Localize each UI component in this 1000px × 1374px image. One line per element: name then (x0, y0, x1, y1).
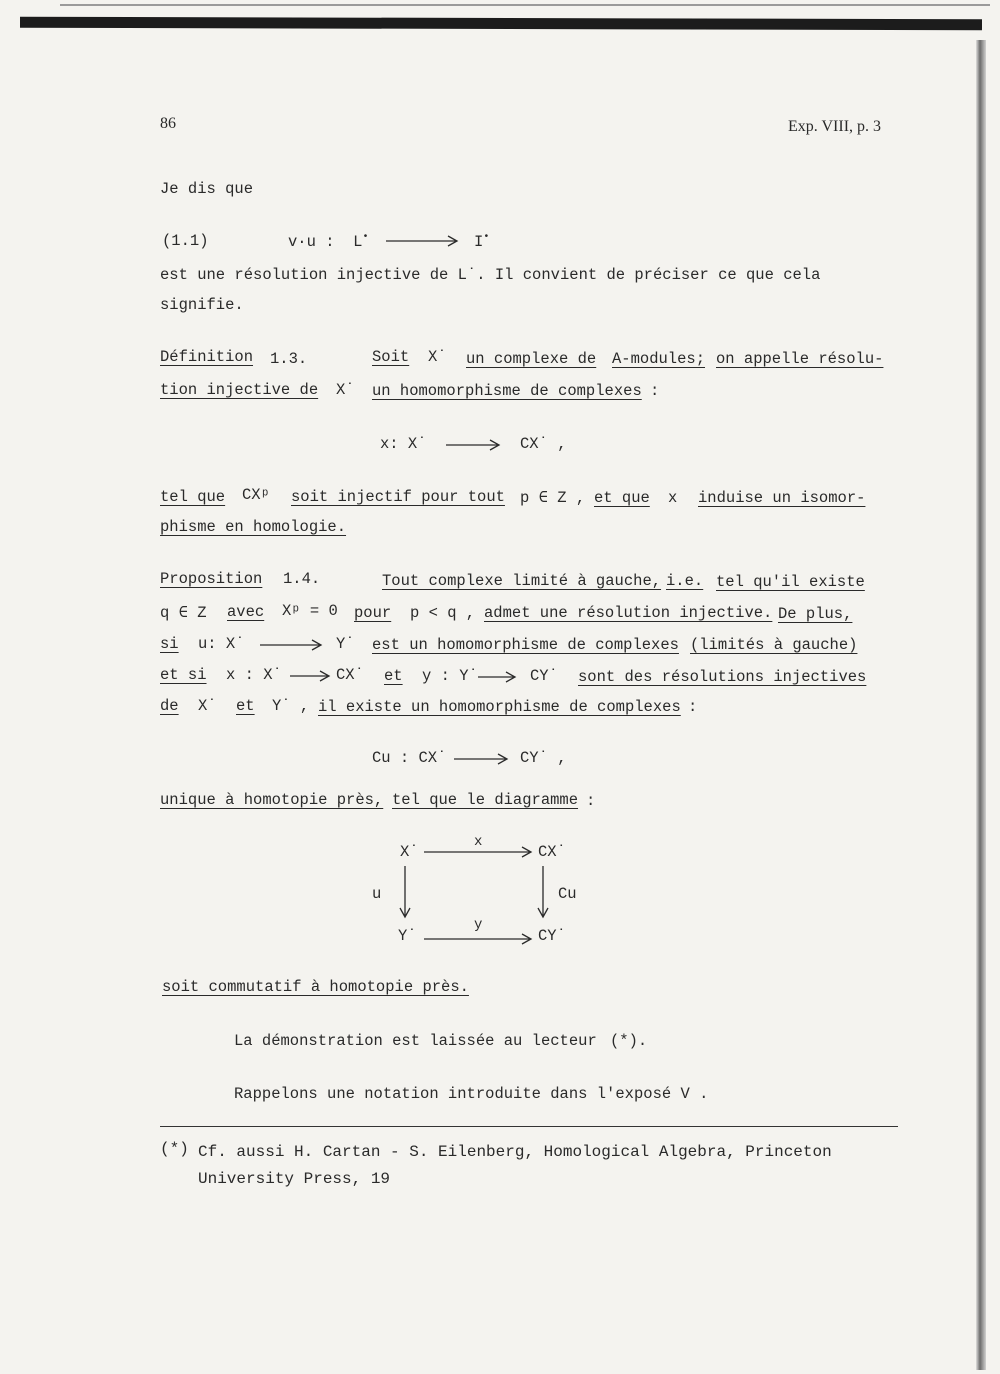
eq-L: L (353, 233, 363, 251)
prop-text: est un homomorphisme de complexes (372, 636, 679, 654)
def-text: soit injectif pour tout (291, 488, 505, 506)
diagram-top-right: CX˙ (538, 843, 566, 861)
def-text: phisme en homologie. (160, 518, 347, 536)
def-text: tion injective de (160, 381, 319, 399)
running-head: Exp. VIII, p. 3 (788, 118, 882, 135)
prop-math: p < q , (410, 604, 476, 622)
prop-arrow-u (260, 638, 326, 652)
prop-text: de (160, 697, 179, 715)
prop-arrow-x (290, 669, 334, 683)
eq-I-text: I (474, 233, 484, 251)
eq-arrow (386, 234, 461, 248)
prop-text: tel qu'il existe (716, 573, 865, 591)
def-math: x (668, 489, 678, 507)
prop-text: admet une résolution injective. (484, 604, 773, 622)
intro-text: Je dis que (160, 180, 254, 198)
prop-text: il existe un homomorphisme de complexes (318, 698, 681, 716)
def-text: et que (594, 489, 650, 507)
prop-math: X˙ (198, 697, 217, 715)
prop-text: Tout complexe limité à gauche, (382, 572, 662, 590)
footnote-line: University Press, 19 (198, 1170, 391, 1188)
diagram-bottom-right: CY˙ (538, 927, 566, 945)
prop-text: De plus, (778, 605, 853, 623)
def-text: A-modules; (612, 350, 706, 368)
diagram-label-left: u (372, 885, 382, 903)
diagram-top-left: X˙ (400, 843, 419, 861)
def-text: tel que (160, 488, 226, 506)
def-math: p ∈ Z , (520, 489, 586, 507)
eq-vu: v·u : (288, 233, 335, 251)
recall-text: Rappelons une notation introduite dans l'exposé V . (234, 1085, 709, 1103)
paragraph-line: est une résolution injective de L˙. Il convient de préciser ce que cela (160, 266, 821, 284)
dot-sup: • (483, 232, 490, 243)
diagram-label-top: x (474, 834, 483, 850)
def-math: CXᵖ (242, 486, 270, 504)
footnote-rule (160, 1126, 898, 1127)
demo-text: La démonstration est laissée au lecteur (234, 1032, 597, 1050)
footnote-ref: (*). (610, 1032, 648, 1050)
prop-text: (limités à gauche) (690, 636, 858, 654)
diagram-bottom-left: Y˙ (398, 927, 417, 945)
def-text: un homomorphisme de complexes (372, 382, 642, 400)
prop-text: tel que le diagramme (392, 791, 579, 809)
prop-math: y : Y˙ (422, 667, 478, 685)
diagram-arrow-left (398, 866, 412, 922)
def-text: Soit (372, 348, 410, 366)
def-text: on appelle résolu- (716, 350, 884, 368)
prop-text: unique à homotopie près, (160, 791, 384, 809)
prop-arrow-y (478, 670, 520, 684)
diagram-arrow-right (536, 866, 550, 922)
prop-text: : (586, 792, 596, 810)
def-math: X˙ (336, 381, 355, 399)
prop-text: et (384, 667, 403, 685)
diagram-label-right: Cu (558, 885, 577, 903)
def-text: : (650, 382, 660, 400)
prop-math: u: X˙ (198, 635, 245, 653)
prop-math: Y˙ , (272, 697, 310, 715)
eq-label: (1.1) (162, 232, 209, 250)
prop-text: i.e. (666, 572, 704, 590)
def-math: X˙ (428, 348, 447, 366)
diagram-label-bottom: y (474, 917, 483, 933)
diagram-arrow-bottom (424, 932, 536, 946)
prop-text: et (236, 697, 255, 715)
prop-text: si (160, 635, 179, 653)
prop-text: pour (354, 604, 392, 622)
def-display-arrow (446, 438, 504, 452)
prop-math: Xᵖ = 0 (282, 602, 338, 620)
def-display-rhs: CX˙ , (520, 435, 567, 453)
prop-math: x : X˙ (226, 666, 282, 684)
prop-text: avec (227, 603, 265, 621)
prop-math: q ∈ Z (160, 604, 207, 622)
prop-display-rhs: CY˙ , (520, 749, 567, 767)
def-display-lhs: x: X˙ (380, 435, 427, 453)
footnote-line: Cf. aussi H. Cartan - S. Eilenberg, Homological Algebra, Princeton (198, 1143, 832, 1161)
prop-math: Y˙ (336, 635, 355, 653)
definition-number: 1.3. (270, 350, 308, 368)
eq-I (474, 232, 489, 251)
prop-math: CX˙ (336, 666, 364, 684)
scan-top-bar (20, 17, 982, 31)
prop-text: : (688, 698, 698, 716)
dot-sup: • (362, 232, 369, 243)
paragraph-line: signifie. (160, 296, 244, 314)
scan-edge-line (60, 4, 990, 6)
prop-display-arrow (454, 752, 512, 766)
prop-text: et si (160, 666, 207, 684)
scan-right-edge (976, 40, 986, 1370)
prop-text: sont des résolutions injectives (578, 668, 867, 686)
eq-lhs (288, 232, 368, 251)
proposition-label: Proposition (160, 570, 263, 588)
proposition-number: 1.4. (283, 570, 321, 588)
footnote-mark: (*) (160, 1140, 189, 1158)
definition-label: Définition (160, 348, 254, 366)
page-number: 86 (160, 115, 176, 132)
def-text: un complexe de (466, 350, 597, 368)
def-text: induise un isomor- (698, 489, 866, 507)
after-diagram-text: soit commutatif à homotopie près. (162, 978, 469, 996)
prop-display-lhs: Cu : CX˙ (372, 749, 447, 767)
diagram-arrow-top (424, 845, 536, 859)
prop-math: CY˙ (530, 667, 558, 685)
